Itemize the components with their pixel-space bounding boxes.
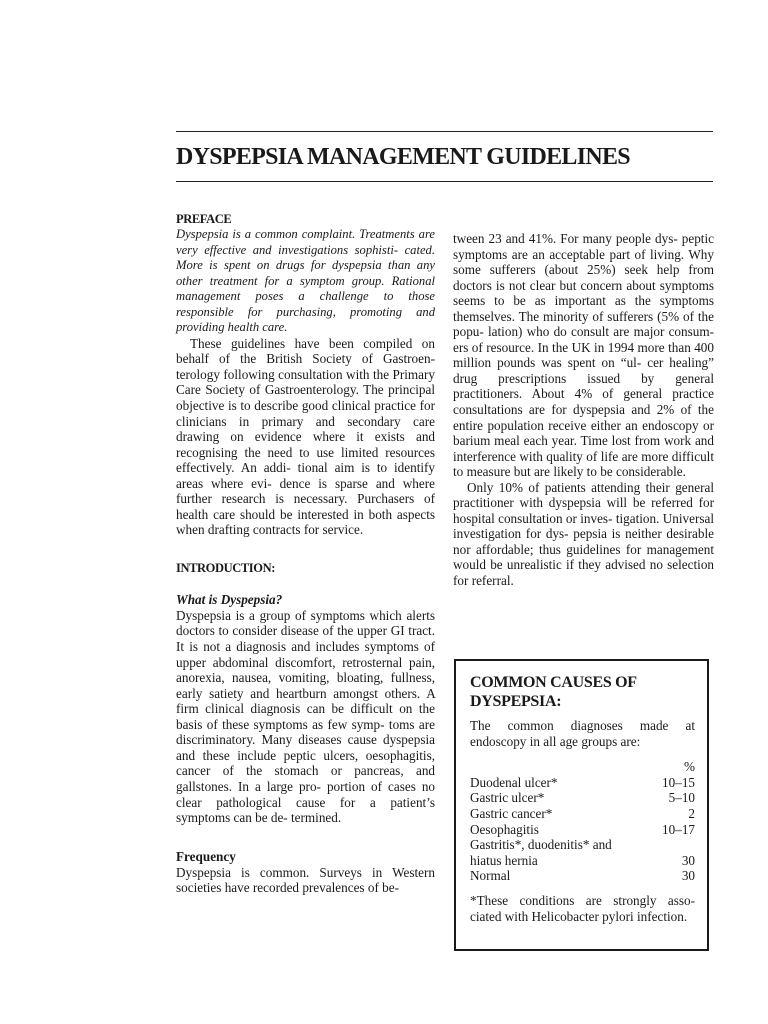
cause-label: Gastric cancer* <box>470 805 553 821</box>
table-row <box>470 775 695 791</box>
text-line: terology following consultation with the <box>176 366 390 382</box>
text-line: and 2% of the entire population receive <box>453 402 714 433</box>
text-line: The common diagnoses made at <box>470 718 695 733</box>
text-line: drafting contracts for service. <box>207 522 364 538</box>
text-line: alerts doctors to consider disease of the <box>176 607 436 639</box>
text-line: measure but are likely to be considerable. <box>466 464 686 480</box>
cause-value: 5–10 <box>668 790 695 806</box>
text-line: ulcers, oesophagitis, cancer of the stomach <box>176 747 435 779</box>
common-causes-box <box>454 659 709 951</box>
text-line: Dyspepsia is a common complaint. Treatments <box>176 227 415 241</box>
table-row <box>470 853 695 869</box>
text-line: important as the symptoms themselves. <box>453 293 715 324</box>
text-line: upper GI tract. It is not a diagnosis and <box>176 623 436 655</box>
text-line: is necessary. Purchasers of health care <box>176 491 436 522</box>
text-line: should be interested in both aspects when <box>176 506 436 538</box>
cause-value: 30 <box>681 868 695 884</box>
introduction-body-paragraph <box>176 608 435 826</box>
cause-value: 10–17 <box>662 821 695 837</box>
text-line: cause for a patient’s symptoms can be de- <box>176 794 436 826</box>
left-column <box>176 211 435 896</box>
text-line: These guidelines have been compiled on <box>190 335 435 351</box>
cause-label: hiatus hernia <box>470 852 538 868</box>
cause-label: Gastritis*, duodenitis* and <box>470 837 612 853</box>
text-line: endoscopy in all age groups are: <box>470 733 641 749</box>
text-line: seek help from doctors is not clear but <box>453 262 715 293</box>
text-line: ciated with Helicobacter pylori <box>470 908 634 924</box>
causes-table <box>470 775 695 884</box>
text-line: Only 10% of patients attending their <box>467 479 670 495</box>
box-title-line: COMMON CAUSES OF <box>470 674 637 691</box>
text-line: cer healing” drug prescriptions issued by <box>453 355 714 386</box>
title-rule-top <box>176 131 713 132</box>
frequency-continued-paragraph <box>453 231 714 480</box>
text-line: the basis of these symptoms as few symp- <box>176 701 435 732</box>
box-title <box>470 673 695 711</box>
text-line: satiety and heartburn amongst others. A <box>209 685 435 701</box>
text-line: toms are discriminatory. Many diseases <box>176 716 436 748</box>
text-line: pepsia is neither desirable nor affordable; <box>453 526 715 557</box>
cause-label: Oesophagitis <box>470 821 539 837</box>
text-line: firm clinical diagnosis can be difficult on <box>176 701 413 717</box>
text-line: Dyspepsia is common. Surveys in Western <box>176 864 435 880</box>
introduction-subheading: What is Dyspepsia? <box>176 591 283 607</box>
text-line: use limited resources effectively. An addi- <box>176 444 436 476</box>
text-line: general practitioners. About 4% of general <box>453 370 715 402</box>
text-line: nausea, vomiting, bloating, fullness, early <box>176 670 436 701</box>
text-line: cause dyspepsia and these include peptic <box>176 732 435 763</box>
frequency-body-paragraph <box>176 865 435 896</box>
text-line: are very effective and investigations sophisti- <box>176 227 435 257</box>
text-line: and providing health care. <box>176 304 435 335</box>
text-line: The principal objective is to describe good <box>176 382 435 414</box>
preface-heading: PREFACE <box>176 212 232 226</box>
text-line: to those responsible for purchasing, promoting <box>176 289 436 319</box>
text-line: year. Time lost from work and interference <box>453 433 714 464</box>
preface-italic-paragraph <box>176 227 435 336</box>
text-line: termined. <box>291 810 342 826</box>
text-line: group. Rational management poses a challenge <box>176 273 435 304</box>
right-column <box>453 231 714 589</box>
text-line: or pancreas, and gallstones. In a large pro- <box>176 763 436 794</box>
text-line: peptic symptoms are an acceptable part of <box>453 231 714 262</box>
text-line: infection. <box>636 908 688 924</box>
text-line: clinical practice for clinicians in primary <box>176 398 435 429</box>
text-line: than any other treatment for a symptom <box>176 258 435 288</box>
text-line: practice consultations are for dyspepsia <box>453 386 714 418</box>
text-line: ers of resource. In the UK in 1994 more <box>453 339 665 355</box>
percent-header: % <box>684 759 695 775</box>
cause-value <box>653 837 695 853</box>
text-line: referral. <box>471 573 514 589</box>
cause-value: 30 <box>681 852 695 868</box>
text-line: includes symptoms of upper abdominal <box>176 639 435 670</box>
preface-body-paragraph <box>176 336 435 538</box>
box-intro <box>470 718 695 749</box>
text-line: *These conditions are strongly asso- <box>470 892 695 908</box>
text-line: discomfort, retrosternal pain, anorexia, <box>176 654 435 686</box>
text-line: than 400 million pounds was spent on “ul- <box>453 339 714 371</box>
table-row <box>470 806 695 822</box>
cause-label: Normal <box>470 868 511 884</box>
table-row <box>470 837 695 853</box>
page-title: DYSPEPSIA MANAGEMENT GUIDELINES <box>176 144 630 170</box>
text-line: tween 23 and 41%. For many people dys- <box>453 231 678 246</box>
text-line: Primary Care Society of Gastroenterology. <box>176 366 436 398</box>
cause-value: 10–15 <box>662 774 695 790</box>
box-footnote <box>470 893 695 924</box>
text-line: Dyspepsia is a group of symptoms which <box>176 607 402 623</box>
text-line: with quality of life are more difficult to <box>453 448 714 480</box>
text-line: and secondary care drawing on evidence <box>176 413 436 445</box>
title-rule-bottom <box>176 181 713 182</box>
text-line: behalf of the British Society of Gastroen- <box>176 351 435 367</box>
frequency-heading: Frequency <box>176 848 236 864</box>
text-line: cated. More is spent on drugs for dyspepsia <box>176 242 435 273</box>
text-line: concern about symptoms seems to be as <box>453 277 715 309</box>
text-line: portion of cases no clear pathological <box>176 778 436 810</box>
text-line: thus guidelines for management would be <box>453 541 714 573</box>
text-line: tigation. Universal investigation for dys- <box>453 510 715 542</box>
table-row <box>470 790 695 806</box>
box-title-line: DYSPEPSIA: <box>470 693 562 710</box>
text-line: societies have recorded prevalences of be- <box>176 880 399 896</box>
text-line: either an endoscopy or barium meal each <box>453 417 715 449</box>
text-line: referred for hospital consultation or inves- <box>453 495 714 526</box>
text-line: The minority of sufferers (5% of the popu- <box>453 308 714 340</box>
text-line: general practitioner with dyspepsia will be <box>453 479 715 511</box>
table-row <box>470 868 695 884</box>
text-line: lation) who do consult are major consum- <box>488 324 714 340</box>
text-line: living. Why some sufferers (about 25%) <box>453 246 714 278</box>
text-line: unrealistic if they advised no selection for <box>453 557 715 589</box>
referral-paragraph <box>453 480 714 589</box>
introduction-heading: INTRODUCTION: <box>176 560 275 575</box>
text-line: dence is sparse and where further research <box>176 475 435 507</box>
table-row <box>470 822 695 838</box>
cause-value: 2 <box>688 805 695 821</box>
cause-label: Gastric ulcer* <box>470 790 545 806</box>
cause-label: Duodenal ulcer* <box>470 774 558 790</box>
text-line: where it exists and recognising the need to <box>176 429 436 460</box>
text-line: tional aim is to identify areas where evi- <box>176 460 436 491</box>
